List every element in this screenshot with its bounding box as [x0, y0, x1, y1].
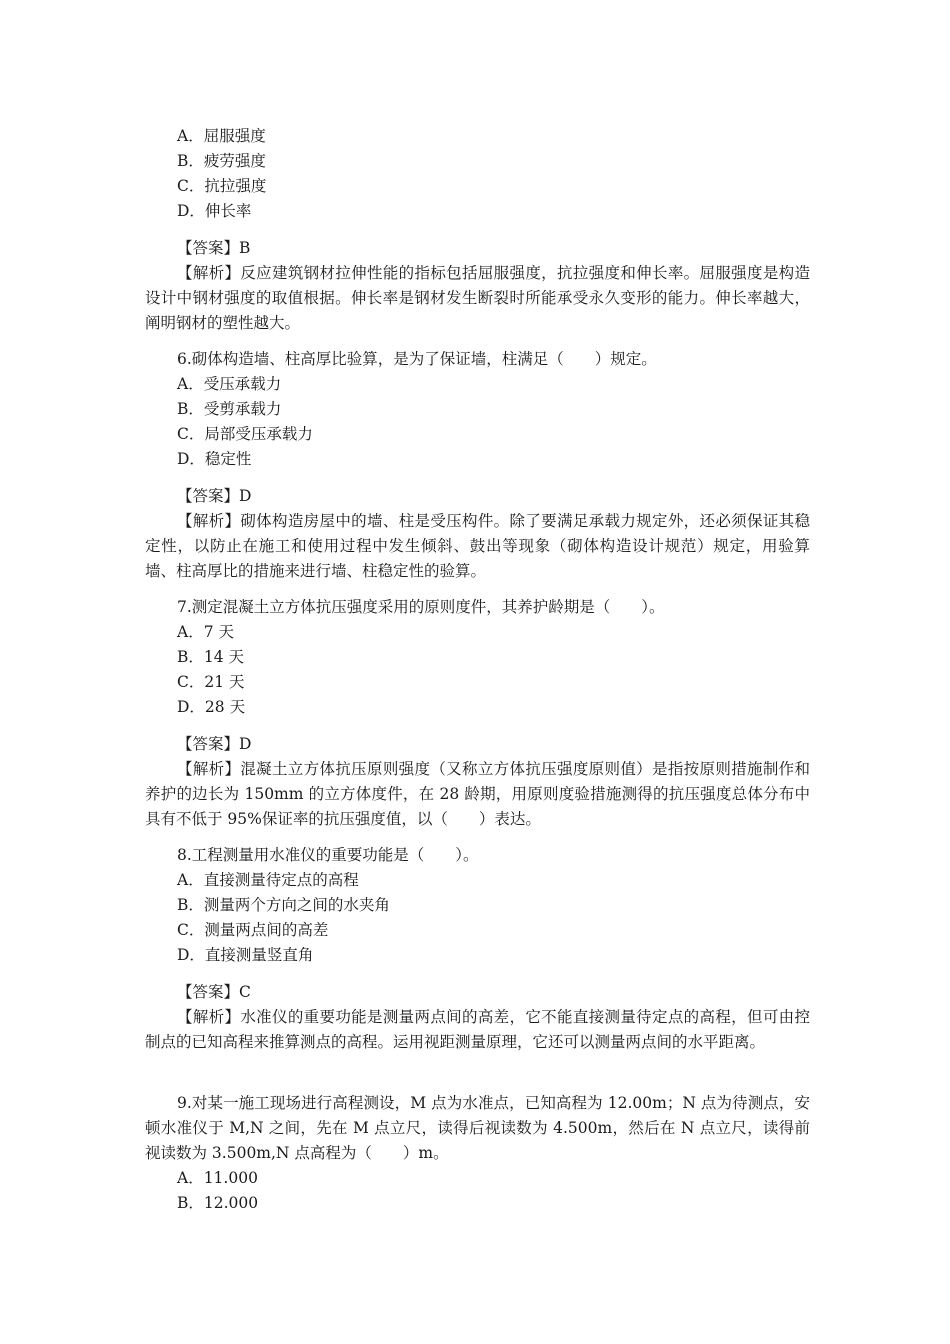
q9-option-a: A．11.000: [177, 1169, 258, 1187]
q7-option-d: D．28 天: [177, 698, 246, 716]
q6-answer: 【答案】D: [177, 487, 252, 505]
q5-option-c: C．抗拉强度: [177, 177, 267, 195]
q8-answer: 【答案】C: [177, 983, 251, 1001]
q8-option-c: C．测量两点间的高差: [177, 921, 329, 939]
q9-option-b: B．12.000: [177, 1194, 259, 1212]
q6-stem: 6.砌体构造墙、柱高厚比验算，是为了保证墙，柱满足（ ）规定。: [177, 350, 657, 368]
q8-analysis: 【解析】水准仪的重要功能是测量两点间的高差，它不能直接测量待定点的高程，但可由控制点的已知高程来推算测点的高程。运用视距测量原理，它还可以测量两点间的水平距离。: [145, 1008, 810, 1051]
q8-option-b: B．测量两个方向之间的水夹角: [177, 896, 390, 914]
q6-analysis: 【解析】砌体构造房屋中的墙、柱是受压构件。除了要满足承载力规定外，还必须保证其稳定性，以防止在施工和使用过程中发生倾斜、鼓出等现象（砌体构造设计规范）规定，用验算墙、柱高厚比的措施来进行墙、柱稳定性的验算。: [145, 512, 810, 580]
q9-stem: 9.对某一施工现场进行高程测设，M 点为水准点，已知高程为 12.00m；N 点为待测点，安顿水准仪于 M,N 之间，先在 M 点立尺，读得后视读数为 4.500m，然后在 N 点立尺，读得前视读数为 3.500m,N 点高程为（ ）m。: [145, 1094, 810, 1162]
q6-option-c: C．局部受压承载力: [177, 425, 313, 443]
q8-option-d: D．直接测量竖直角: [177, 946, 314, 964]
q7-option-a: A．7 天: [177, 623, 234, 641]
q5-option-b: B．疲劳强度: [177, 152, 266, 170]
q7-option-c: C．21 天: [177, 673, 245, 691]
q5-option-d: D．伸长率: [177, 202, 252, 220]
q8-stem: 8.工程测量用水准仪的重要功能是（ ）。: [177, 846, 479, 864]
q7-stem: 7.测定混凝土立方体抗压强度采用的原则度件，其养护龄期是（ ）。: [177, 598, 665, 616]
q8-option-a: A．直接测量待定点的高程: [177, 871, 359, 889]
q5-answer: 【答案】B: [177, 239, 251, 257]
q5-analysis: 【解析】反应建筑钢材拉伸性能的指标包括屈服强度，抗拉强度和伸长率。屈服强度是构造设计中钢材强度的取值根据。伸长率是钢材发生断裂时所能承受永久变形的能力。伸长率越大，阐明钢材的塑性越大。: [145, 264, 810, 332]
q7-answer: 【答案】D: [177, 735, 252, 753]
q6-option-a: A．受压承载力: [177, 375, 282, 393]
q5-option-a: A．屈服强度: [177, 127, 266, 145]
q6-option-b: B．受剪承载力: [177, 400, 282, 418]
q6-option-d: D．稳定性: [177, 450, 252, 468]
q7-option-b: B．14 天: [177, 648, 245, 666]
q7-analysis: 【解析】混凝土立方体抗压原则强度（又称立方体抗压强度原则值）是指按原则措施制作和养护的边长为 150mm 的立方体度件，在 28 龄期，用原则度验措施测得的抗压强度总体分布中具有不低于 95%保证率的抗压强度值，以（ ）表达。: [145, 760, 810, 828]
